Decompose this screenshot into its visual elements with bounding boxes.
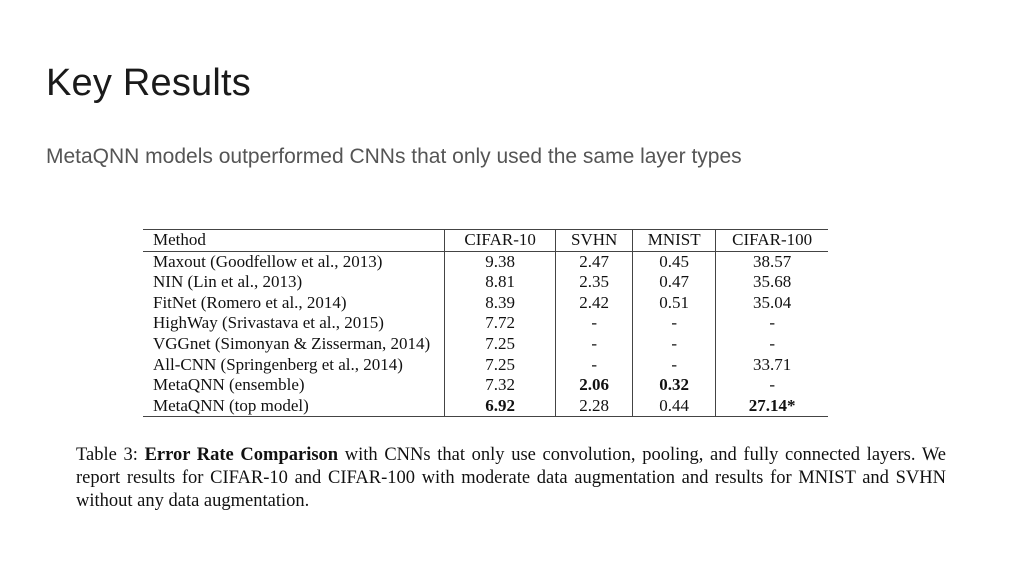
header-mnist: MNIST [633,230,716,252]
caption-label: Table 3: [76,445,138,465]
table-row [143,272,828,293]
header-svhn: SVHN [556,230,633,252]
cell-svhn: 2.42 [556,293,633,314]
cell-cifar10: 8.81 [445,272,556,293]
table-row [143,313,828,334]
cell-cifar100-best: 27.14* [716,396,829,417]
cell-cifar100: - [769,333,775,353]
table-row [143,375,828,396]
cell-cifar10-best: 6.92 [445,396,556,417]
table-caption [76,444,946,513]
table-row [143,251,828,272]
cell-method: NIN (Lin et al., 2013) [143,272,445,293]
cell-svhn: - [556,355,633,376]
cell-cifar10: 7.25 [445,334,556,355]
cell-method: All-CNN (Springenberg et al., 2014) [143,355,445,376]
cell-mnist: - [633,334,716,355]
cell-mnist: 0.47 [633,272,716,293]
cell-cifar10: 7.72 [445,313,556,334]
cell-method: VGGnet (Simonyan & Zisserman, 2014) [143,334,445,355]
cell-cifar10: 9.38 [445,251,556,272]
cell-mnist-best: 0.32 [633,375,716,396]
cell-svhn: 2.35 [556,272,633,293]
cell-method: FitNet (Romero et al., 2014) [143,293,445,314]
table-row [143,396,828,417]
table-row [143,293,828,314]
cell-method: HighWay (Srivastava et al., 2015) [143,313,445,334]
header-cifar10: CIFAR-10 [445,230,556,252]
slide-subtitle: MetaQNN models outperformed CNNs that only used the same layer types [46,145,742,168]
cell-cifar100: 35.04 [753,292,792,312]
cell-mnist: 0.44 [633,396,716,417]
cell-cifar100: 35.68 [753,272,792,292]
cell-cifar10: 7.32 [445,375,556,396]
cell-method: MetaQNN (top model) [143,396,445,417]
header-cifar100: CIFAR-100 [716,230,829,252]
cell-cifar100: 33.71 [753,354,792,374]
cell-cifar10: 7.25 [445,355,556,376]
header-method: Method [143,230,445,252]
cell-cifar100: 38.57 [753,251,792,271]
cell-method: Maxout (Goodfellow et al., 2013) [143,251,445,272]
slide-title: Key Results [46,62,251,104]
caption-bold-title: Error Rate Comparison [144,445,339,465]
caption-text: with CNNs that only use convolution, pooling, and fully connected layers. We report results for CIFAR-10 and CIFAR-100 with moderate data augmentation and results for MNIST and SVHN without any data augmentation. [76,445,947,511]
cell-svhn: - [556,334,633,355]
cell-cifar10: 8.39 [445,293,556,314]
cell-mnist: 0.51 [633,293,716,314]
error-rate-table [143,229,828,417]
cell-method: MetaQNN (ensemble) [143,375,445,396]
cell-cifar100: - [769,313,775,333]
cell-mnist: 0.45 [633,251,716,272]
table-row [143,355,828,376]
cell-mnist: - [633,355,716,376]
table-header-row [143,230,828,252]
cell-svhn: 2.47 [556,251,633,272]
cell-mnist: - [633,313,716,334]
cell-svhn-best: 2.06 [556,375,633,396]
cell-svhn: 2.28 [556,396,633,417]
cell-cifar100: - [769,375,775,395]
cell-svhn: - [556,313,633,334]
table-row [143,334,828,355]
